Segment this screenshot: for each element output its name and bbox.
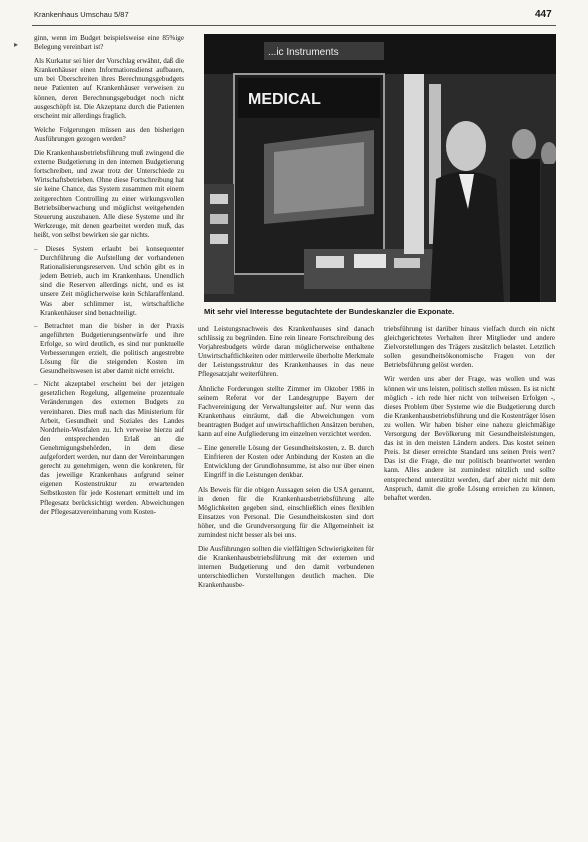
header-rule <box>32 25 556 26</box>
list-item: – Dieses System erlaubt bei konsequenter Durchführung die Aufstellung der vorhandenen Rationalisierungsreserven. Und schön gibt es in jedem Betrieb, auch im Krankenhaus. Unendlich sind die Reserven allerdings nicht, und es ist unsere Zeit möglicherweise kein Schlaraffenland. Was aber schlimmer ist, wirtschaftliche Krankenhäuser sind benachteiligt. <box>34 245 184 318</box>
paragraph: Als Beweis für die obigen Aussagen seien die USA genannt, in denen für die Krankenhausbetriebsführung alle Möglichkeiten gegeben sind, einschließlich eines flexiblen Einsatzes von Personal. Die Gesundheitskosten sind dort höher, und die Grundversorgung für die Allgemeinheit ist zumindest nicht besser als bei uns. <box>198 485 374 539</box>
sign-medical-text: MEDICAL <box>248 91 321 108</box>
running-head: Krankenhaus Umschau 5/87 <box>34 10 129 19</box>
page-number: 447 <box>535 9 552 20</box>
bullet-list <box>198 444 374 480</box>
sign-top-text: ...ic Instruments <box>268 47 339 58</box>
paragraph: Die Ausführungen sollten die vielfältigen Schwierigkeiten für die Krankenhausbetriebsführung mit der externen und internen Budgetierung und den damit verbundenen unterschiedlichen Vorstellungen deutlich machen. Die Krankenhausbe- <box>198 545 374 590</box>
exhibition-photo <box>204 34 556 302</box>
photo-caption: Mit sehr viel Interesse begutachtete der Bundeskanzler die Exponate. <box>204 307 455 316</box>
list-item: – Betrachtet man die bisher in der Praxis angeführten Budgetierungsentwürfe und ihre Erfolge, so wird deutlich, es sind nur punktuelle Verbesserungen erzielt, die politisch angestrebte Lösung für die steigenden Kosten im Gesundheitswesen ist aber damit nicht erreicht. <box>34 322 184 377</box>
margin-mark: ▸ <box>14 40 19 49</box>
bullet-list <box>34 245 184 517</box>
paragraph: Wir werden uns aber der Frage, was wollen und was können wir uns leisten, politisch stellen müssen. Es ist nicht möglich - ich rede hier nicht von teilweisen Erfolgen -, dieses Problem über Systeme wie die Budgetierung durch die Krankenhausbetriebsführung und die Kostenträger lösen zu wollen. Wir haben bisher eine nahezu gleichmäßige Versorgung der Bevölkerung mit Gesundheitsleistungen, das ist in den meisten Ländern anders. Das kostet seinen Preis. Ist dieser erreichte Standard uns seinen Preis wert? Das ist die Frage, die nur politisch beantwortet werden kann. Alles andere ist zumindest nützlich und sollte entsprechend unterstützt werden, darf aber nicht mit dem Anspruch, damit die große Lösung erreichen zu können, behaftet werden. <box>384 375 555 502</box>
paragraph: ginn, wenn im Budget beispielsweise eine 85%ige Belegung vereinbart ist? <box>34 34 184 52</box>
right-column <box>384 325 555 508</box>
paragraph: Welche Folgerungen müssen aus den bisherigen Ausführungen gezogen werden? <box>34 125 184 143</box>
paragraph: Als Kurkatur sei hier der Vorschlag erwähnt, daß die Krankenhäuser einen Informationsdienst aufbauen, um bei Überschreiten ihres Berechnungsgebudgets neue Patienten auf Krankenhäuser verweisen zu können, deren Berechnungsgebudget noch nicht ausgeschöpft ist. Die Akzeptanz durch die Patienten erscheint mir allerdings fraglich. <box>34 57 184 120</box>
list-item: – Eine generelle Lösung der Gesundheitskosten, z. B. durch Einfrieren der Kosten oder Anbindung der Kosten an die Entwicklung der Grundlohnsumme, ist also nur über einen Eingriff in die Leistungen denkbar. <box>198 444 374 480</box>
paragraph: und Leistungsnachweis des Krankenhauses sind danach schlüssig zu begründen. Eine rein lineare Fortschreibung des Vorjahresbudgets würde daran möglicherweise enthaltene Unwirtschaftlichkeiten oder mittlerweile überholte Merkmale der Leistungsstruktur des Krankenhauses in das neue Pflegesatzjahr weiterführen. <box>198 325 374 379</box>
photo-illustration <box>204 34 556 302</box>
left-column <box>34 34 184 522</box>
middle-column <box>198 325 374 596</box>
list-item: – Nicht akzeptabel erscheint bei der jetzigen gesetzlichen Regelung, allgemeine prozentuale Veränderungen des externen Budgets zu vereinbaren. Dies muß nach das Ministerium für Arbeit, Gesundheit und Soziales des Landes Nordrhein-Westfalen zu. Ich verweise hierzu auf den entsprechenden Erlaß an die Genehmigungsbehörden, in dem diese aufgefordert werden, nur dann der Vereinbarungen gerecht zu genehmigen, wenn die konkreten, für das jeweilige Krankenhaus aufgrund seiner eigenen Kostenstruktur zu erwartenden Selbstkosten für jede Kostenart ermittelt und im Pflegesatz berücksichtigt werden. Abweichungen der Pflegesatzvereinbarung vom Kosten- <box>34 380 184 516</box>
paragraph: Die Krankenhausbetriebsführung muß zwingend die externe Budgetierung in den internen Budgetierung fortschreiben, und zwar trotz der Unterschiede zu Wirtschaftsbetrieben. Ohne diese Fortschreibung hat sie keine Chance, das System zusammen mit einem zeitgerechten Controlling zu einer wirkungsvollen Betriebsüberwachung und möglichst weitgehenden Steuerung auszubauen. Alle diese Systeme und ihr Werkzeuge, mit denen gearbeitet werden muß, das heißt, von selbst bewirken sie gar nichts. <box>34 149 184 239</box>
paragraph: triebsführung ist darüber hinaus vielfach durch ein nicht gleichgerichtetes Verhalten ihrer Mitglieder und andere Zielvorstellungen des Trägers zusätzlich belastet. Letztlich sollen gesundheitsökonomische Fragen von der Betriebsführung gelöst werden. <box>384 325 555 370</box>
paragraph: Ähnliche Forderungen stellte Zimmer im Oktober 1986 in seinem Referat vor der Landesgruppe Bayern der Fachvereinigung der Verwaltungsleiter auf. Nur wenn das Krankenhaus einräumt, daß die Abweichungen vom beantragten Budget auf unwirtschaftlichen Ansätzen beruhen, kann auf eine Aufgliederung im einzelnen verzichtet werden. <box>198 384 374 439</box>
